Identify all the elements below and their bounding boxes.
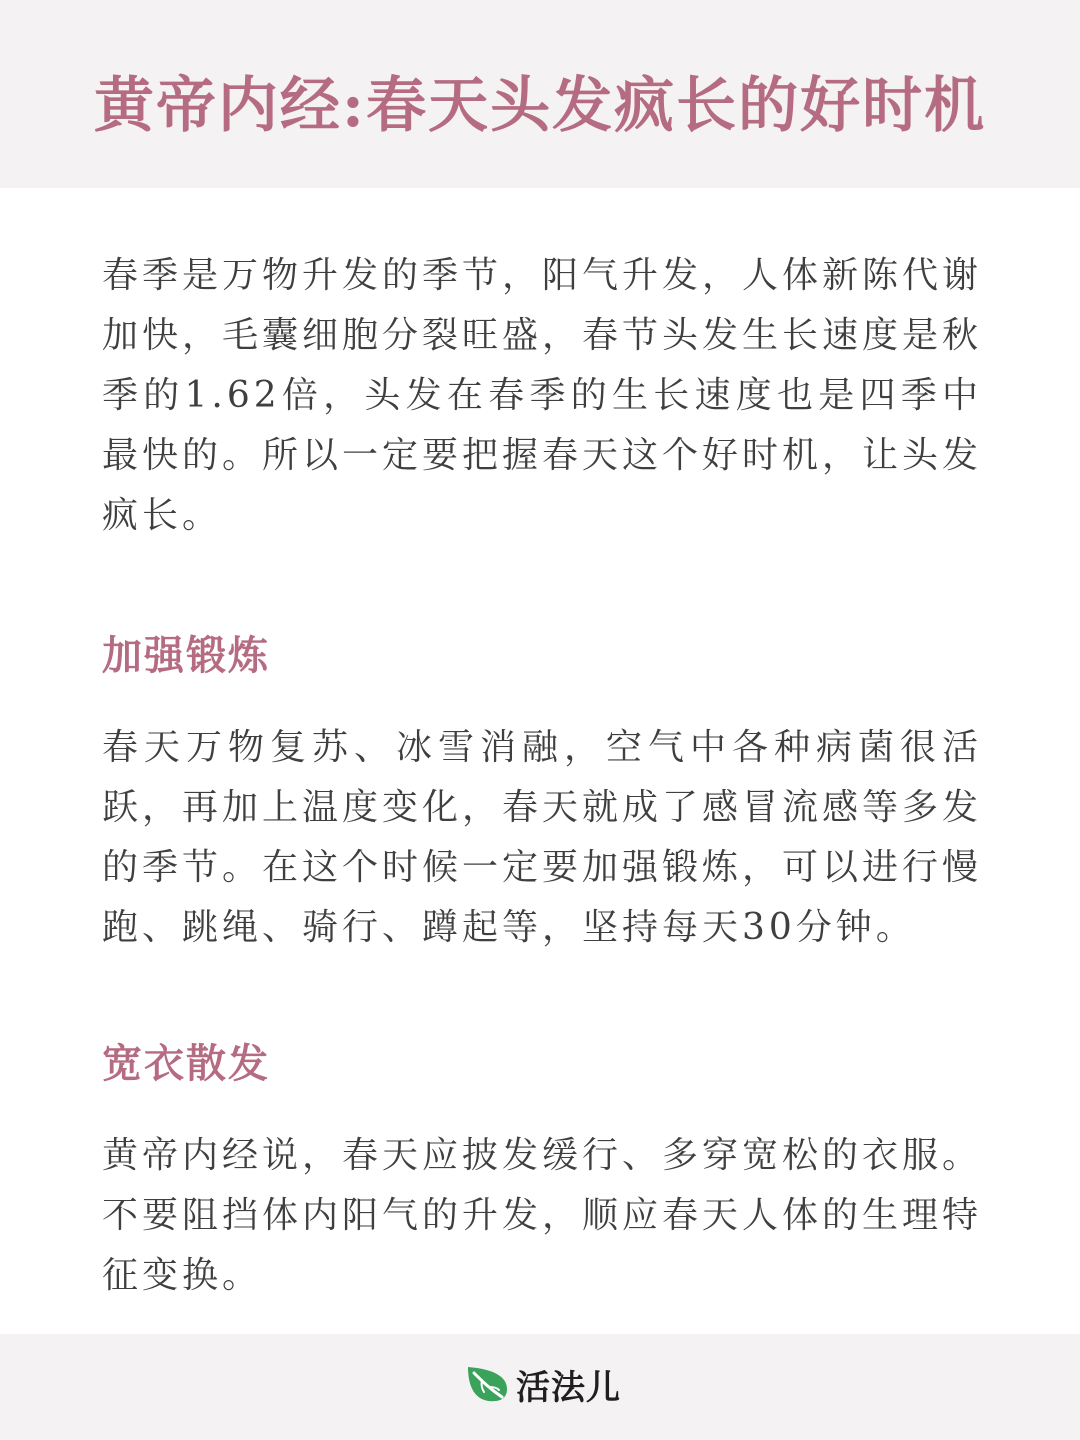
brand-name: 活法儿 (516, 1367, 621, 1408)
section-heading-exercise: 加强锻炼 (102, 632, 270, 679)
footer-band (0, 1334, 1080, 1440)
leaf-logo-icon (464, 1361, 510, 1407)
section-heading-loose-clothing: 宽衣散发 (102, 1040, 270, 1087)
article-body (102, 246, 982, 1306)
header-band (0, 0, 1080, 188)
section-paragraph-exercise: 春天万物复苏、冰雪消融，空气中各种病菌很活跃，再加上温度变化，春天就成了感冒流感等多发的季节。在这个时候一定要加强锻炼，可以进行慢跑、跳绳、骑行、蹲起等，坚持每天30分钟。 (102, 727, 983, 948)
intro-paragraph: 春季是万物升发的季节，阳气升发，人体新陈代谢加快，毛囊细胞分裂旺盛，春节头发生长速度是秋季的1.62倍，头发在春季的生长速度也是四季中最快的。所以一定要把握春天这个好时机，让头发疯长。 (102, 255, 983, 536)
brand-logo (464, 1358, 621, 1410)
section-paragraph-loose-clothing: 黄帝内经说，春天应披发缓行、多穿宽松的衣服。不要阻挡体内阳气的升发，顺应春天人体的生理特征变换。 (102, 1135, 983, 1296)
page-title: 黄帝内经:春天头发疯长的好时机 (93, 71, 987, 141)
